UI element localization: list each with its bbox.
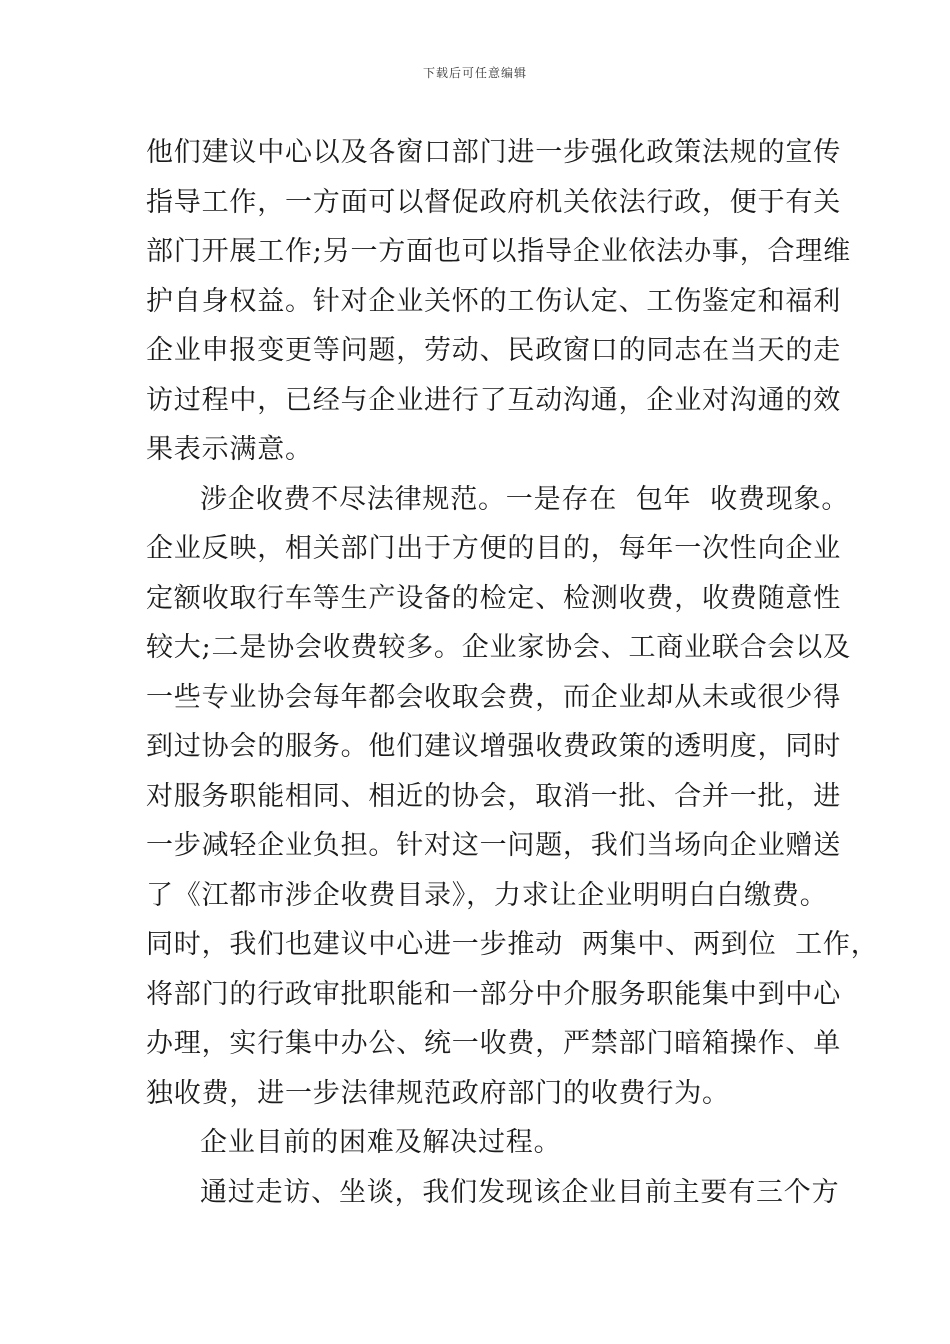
text-line: 果表示满意。 [146, 434, 313, 465]
text-line: 企业反映，相关部门出于方便的目的，每年一次性向企业 [146, 533, 841, 564]
text-line: 指导工作，一方面可以督促政府机关依法行政，便于有关 [146, 186, 841, 218]
text-line: 了《江都市涉企收费目录》，力求让企业明明白白缴费。 [146, 879, 828, 911]
text-line: 一步减轻企业负担。针对这一问题，我们当场向企业赠送 [146, 830, 841, 861]
text-line: 对服务职能相同、相近的协会，取消一批、合并一批，进 [146, 780, 841, 812]
text-line: 同时，我们也建议中心进一步推动 两集中、两到位 工作， [146, 929, 879, 960]
text-line: 定额收取行车等生产设备的检定、检测收费，收费随意性 [146, 582, 841, 614]
text-line: 企业申报变更等问题，劳动、民政窗口的同志在当天的走 [146, 335, 841, 366]
text-line: 访过程中，已经与企业进行了互动沟通，企业对沟通的效 [146, 384, 841, 416]
document-body [146, 128, 879, 1217]
text-line: 部门开展工作;另一方面也可以指导企业依法办事，合理维 [146, 236, 851, 267]
text-line: 办理，实行集中办公、统一收费，严禁部门暗箱操作、单 [146, 1028, 841, 1059]
text-line: 将部门的行政审批职能和一部分中介服务职能集中到中心 [146, 978, 841, 1010]
text-line: 到过协会的服务。他们建议增强收费政策的透明度，同时 [146, 731, 841, 762]
paragraph-start-line: 涉企收费不尽法律规范。一是存在 包年 收费现象。 [200, 483, 850, 515]
paragraph-start-line: 通过走访、坐谈，我们发现该企业目前主要有三个方 [200, 1176, 840, 1208]
text-line: 独收费，进一步法律规范政府部门的收费行为。 [146, 1077, 730, 1109]
text-line: 一些专业协会每年都会收取会费，而企业却从未或很少得 [146, 681, 841, 713]
page-header: 下载后可任意编辑 [422, 66, 527, 80]
text-line: 护自身权益。针对企业关怀的工伤认定、工伤鉴定和福利 [146, 285, 841, 317]
text-line: 较大;二是协会收费较多。企业家协会、工商业联合会以及 [146, 632, 851, 663]
section-heading-line: 企业目前的困难及解决过程。 [200, 1127, 562, 1158]
text-line: 他们建议中心以及各窗口部门进一步强化政策法规的宣传 [146, 137, 841, 168]
